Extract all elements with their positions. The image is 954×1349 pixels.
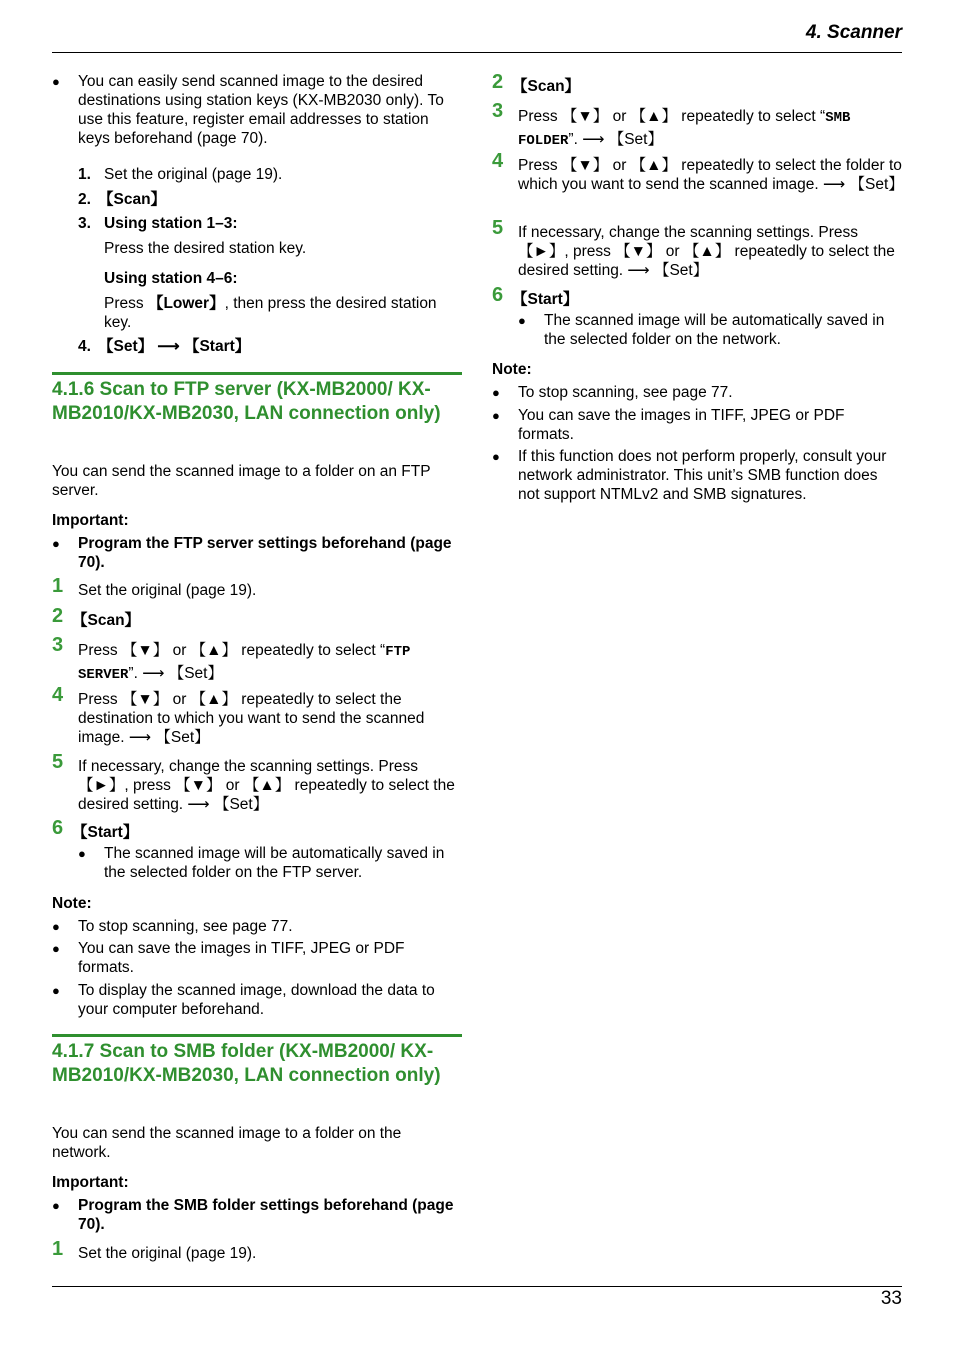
- ftp-important-bullet: [52, 534, 452, 574]
- bullet-dot: ●: [52, 536, 60, 551]
- smb-step-6-sub: [518, 311, 902, 351]
- set-start-keys: 【Set】 ⟶ 【Start】: [98, 338, 251, 355]
- ftp-note-1: [52, 917, 464, 937]
- bullet-text: To stop scanning, see page 77.: [78, 918, 293, 935]
- scan-key: 【Scan】: [98, 191, 167, 208]
- section-rule: [52, 372, 462, 375]
- ftp-note-label: Note:: [52, 895, 92, 912]
- ftp-important-label: Important:: [52, 512, 129, 529]
- step-text: Press 【▼】 or 【▲】 repeatedly to select “SMB FOLDER”. ⟶ 【Set】: [518, 108, 851, 149]
- station-4-6-heading: Using station 4–6:: [104, 270, 238, 287]
- lower-key: 【Lower】: [147, 295, 225, 312]
- step-number: 5: [492, 217, 504, 239]
- step-text: Press 【▼】 or 【▲】 repeatedly to select the folder to which you want to send the scanned image. ⟶ 【Set】: [518, 157, 904, 193]
- bullet-dot: ●: [52, 1198, 60, 1213]
- step-number: 5: [52, 751, 64, 773]
- bullet-dot: ●: [52, 919, 60, 934]
- bullet-dot: ●: [492, 449, 500, 464]
- bullet-text: The scanned image will be automatically saved in the selected folder on the network.: [544, 312, 885, 348]
- chapter-title: 4. Scanner: [805, 22, 902, 43]
- intro-bullet: [52, 72, 462, 152]
- bullet-dot: ●: [492, 385, 500, 400]
- smb-note-3: [492, 447, 902, 507]
- bullet-dot: ●: [52, 74, 60, 89]
- ftp-step-6-sub: [78, 844, 462, 884]
- bullet-text: You can easily send scanned image to the desired destinations using station keys (KX-MB2030 only). To use this feature, register email addresses to station keys beforehand (page 70).: [78, 73, 444, 147]
- bullet-text: Program the FTP server settings beforehand (page 70).: [78, 535, 452, 571]
- smb-note-2: [492, 406, 902, 446]
- menu-item-ftp-server: FTP SERVER: [78, 644, 411, 683]
- bullet-dot: ●: [492, 408, 500, 423]
- step-number: 6: [492, 284, 504, 306]
- step-number: 1.: [78, 166, 91, 183]
- step-number: 2: [492, 71, 504, 93]
- station-1-3-text: Press the desired station key.: [104, 240, 307, 257]
- step-number: 3: [52, 634, 64, 656]
- step-number: 3: [492, 100, 504, 122]
- left-column: [52, 0, 464, 1349]
- step-number: 6: [52, 817, 64, 839]
- smb-important-label: Important:: [52, 1174, 129, 1191]
- page-number: 33: [880, 1288, 902, 1309]
- step-text: If necessary, change the scanning settings. Press 【►】, press 【▼】 or 【▲】 repeatedly to select the desired setting. ⟶ 【Set】: [518, 224, 895, 279]
- step-number: 3.: [78, 215, 91, 232]
- step-number: 4: [492, 150, 504, 172]
- smb-note-label: Note:: [492, 361, 532, 378]
- bullet-dot: ●: [52, 941, 60, 956]
- bullet-text: If this function does not perform properly, consult your network administrator. This unit’s SMB function does not support NTMLv2 and SMB signatures.: [518, 448, 887, 503]
- bullet-text: To display the scanned image, download the data to your computer beforehand.: [78, 982, 435, 1018]
- bullet-text: Program the SMB folder settings beforehand (page 70).: [78, 1197, 454, 1233]
- section-rule: [52, 1034, 462, 1037]
- step-text: Press 【▼】 or 【▲】 repeatedly to select the destination to which you want to send the scanned image. ⟶ 【Set】: [78, 691, 425, 746]
- bullet-text: To stop scanning, see page 77.: [518, 384, 733, 401]
- station-1-3-heading: Using station 1–3:: [104, 215, 238, 232]
- station-4-6-text: Press 【Lower】, then press the desired station key.: [104, 295, 437, 331]
- ftp-note-3: [52, 981, 464, 1021]
- ftp-intro: You can send the scanned image to a folder on an FTP server.: [52, 463, 431, 499]
- ftp-section-title: 4.1.6 Scan to FTP server (KX-MB2000/ KX-MB2010/KX-MB2030, LAN connection only): [52, 379, 441, 424]
- scan-key: 【Scan】: [72, 612, 141, 629]
- right-column: [492, 0, 904, 1349]
- menu-item-smb-folder: SMB FOLDER: [518, 110, 851, 149]
- step-number: 2: [52, 605, 64, 627]
- footer-rule: [52, 1286, 902, 1287]
- start-key: 【Start】: [512, 291, 579, 308]
- step-text: Set the original (page 19).: [104, 166, 283, 183]
- bullet-text: The scanned image will be automatically saved in the selected folder on the FTP server.: [104, 845, 445, 881]
- bullet-dot: ●: [518, 313, 526, 328]
- step-text: If necessary, change the scanning settings. Press 【►】, press 【▼】 or 【▲】 repeatedly to select the desired setting. ⟶ 【Set】: [78, 758, 455, 813]
- step-text: Set the original (page 19).: [78, 1245, 257, 1262]
- step-text: Set the original (page 19).: [78, 582, 257, 599]
- bullet-dot: ●: [78, 846, 86, 861]
- smb-note-1: [492, 383, 902, 403]
- step-number: 4.: [78, 338, 91, 355]
- step-number: 4: [52, 684, 64, 706]
- step-number: 1: [52, 575, 64, 597]
- smb-important-bullet: [52, 1196, 462, 1236]
- step-text: Press 【▼】 or 【▲】 repeatedly to select “FTP SERVER”. ⟶ 【Set】: [78, 642, 411, 683]
- bullet-dot: ●: [52, 983, 60, 998]
- smb-intro: You can send the scanned image to a folder on the network.: [52, 1125, 402, 1161]
- bullet-text: You can save the images in TIFF, JPEG or PDF formats.: [78, 940, 405, 976]
- ftp-note-2: [52, 939, 464, 979]
- scan-key: 【Scan】: [512, 78, 581, 95]
- step-number: 1: [52, 1238, 64, 1260]
- start-key: 【Start】: [72, 824, 139, 841]
- smb-section-title: 4.1.7 Scan to SMB folder (KX-MB2000/ KX-MB2010/KX-MB2030, LAN connection only): [52, 1041, 441, 1086]
- bullet-text: You can save the images in TIFF, JPEG or PDF formats.: [518, 407, 845, 443]
- step-number: 2.: [78, 191, 91, 208]
